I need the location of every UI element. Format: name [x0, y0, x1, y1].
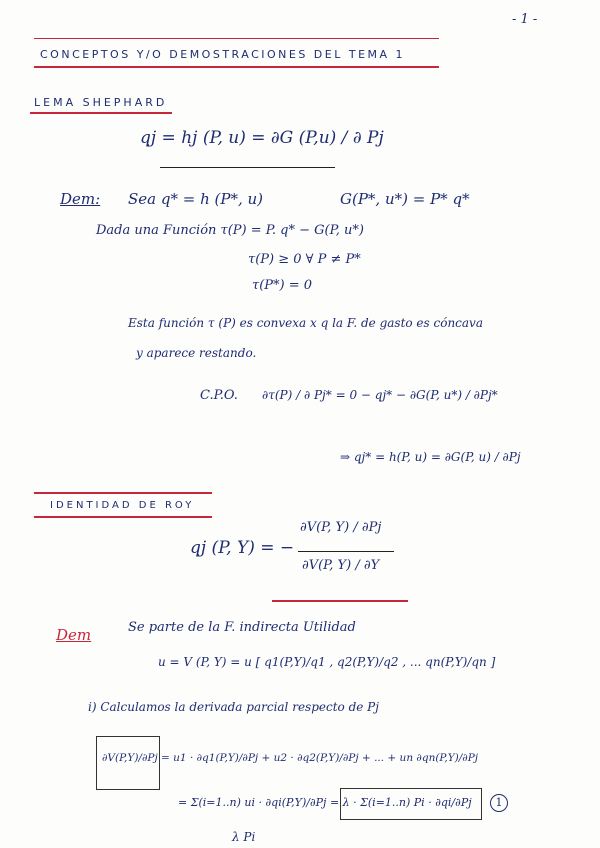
shephard-line6: y aparece restando. — [136, 346, 257, 360]
shephard-result: ⇒ qj* = h(P, u) = ∂G(P, u) / ∂Pj — [340, 450, 521, 464]
shephard-title: LEMA SHEPHARD — [34, 96, 168, 109]
shephard-formula-rule — [160, 167, 335, 168]
shephard-line3: τ(P) ≥ 0 ∀ P ≠ P* — [248, 252, 361, 267]
roy-lambda-note: λ Pi — [232, 830, 256, 844]
roy-line1: Se parte de la F. indirecta Utilidad — [128, 620, 356, 635]
roy-dem-label: Dem — [56, 626, 92, 644]
header-top-rule — [34, 38, 439, 39]
roy-formula-rule — [272, 600, 408, 602]
shephard-line2: Dada una Función τ(P) = P. q* − G(P, u*) — [96, 223, 364, 238]
shephard-line1b: G(P*, u*) = P* q* — [340, 190, 470, 208]
roy-fraction-bar — [298, 551, 394, 552]
roy-formula-den: ∂V(P, Y) / ∂Y — [302, 558, 380, 573]
header-bottom-rule — [34, 66, 439, 68]
roy-formula-num: ∂V(P, Y) / ∂Pj — [300, 520, 382, 535]
shephard-formula: qj = hj (P, u) = ∂G (P,u) / ∂ Pj — [140, 128, 384, 148]
roy-title-underline — [34, 516, 212, 518]
shephard-line4: τ(P*) = 0 — [252, 278, 313, 293]
roy-deriv: ∂V(P,Y)/∂Pj = u1 · ∂q1(P,Y)/∂Pj + u2 · ∂q2(P,Y)/∂Pj + ... + un ∂qn(P,Y)/∂Pj — [102, 752, 479, 764]
shephard-dem-label: Dem: — [60, 190, 101, 208]
shephard-line5: Esta función τ (P) es convexa x q la F. de gasto es cóncava — [128, 316, 483, 330]
shephard-cpo-eq: ∂τ(P) / ∂ Pj* = 0 − qj* − ∂G(P, u*) / ∂Pj* — [262, 388, 498, 402]
roy-line2: u = V (P, Y) = u [ q1(P,Y)/q1 , q2(P,Y)/q2 , ... qn(P,Y)/qn ] — [158, 655, 496, 669]
shephard-cpo-label: C.P.O. — [200, 388, 238, 403]
roy-formula-lhs: qj (P, Y) = − — [190, 538, 295, 558]
roy-sum-box — [340, 788, 482, 820]
roy-eq-number: 1 — [490, 794, 508, 812]
shephard-line1: Sea q* = h (P*, u) — [128, 190, 263, 208]
page-title: CONCEPTOS Y/O DEMOSTRACIONES DEL TEMA 1 — [40, 48, 406, 61]
page-number: - 1 - — [512, 12, 538, 27]
shephard-title-underline — [30, 112, 172, 114]
roy-title: IDENTIDAD DE ROY — [50, 500, 195, 511]
roy-title-overline — [34, 492, 212, 494]
roy-step-i: i) Calculamos la derivada parcial respecto de Pj — [88, 700, 379, 714]
roy-sum: = Σ(i=1..n) ui · ∂qi(P,Y)/∂Pj = λ · Σ(i=1..n) Pi · ∂qi/∂Pj — [178, 796, 472, 809]
